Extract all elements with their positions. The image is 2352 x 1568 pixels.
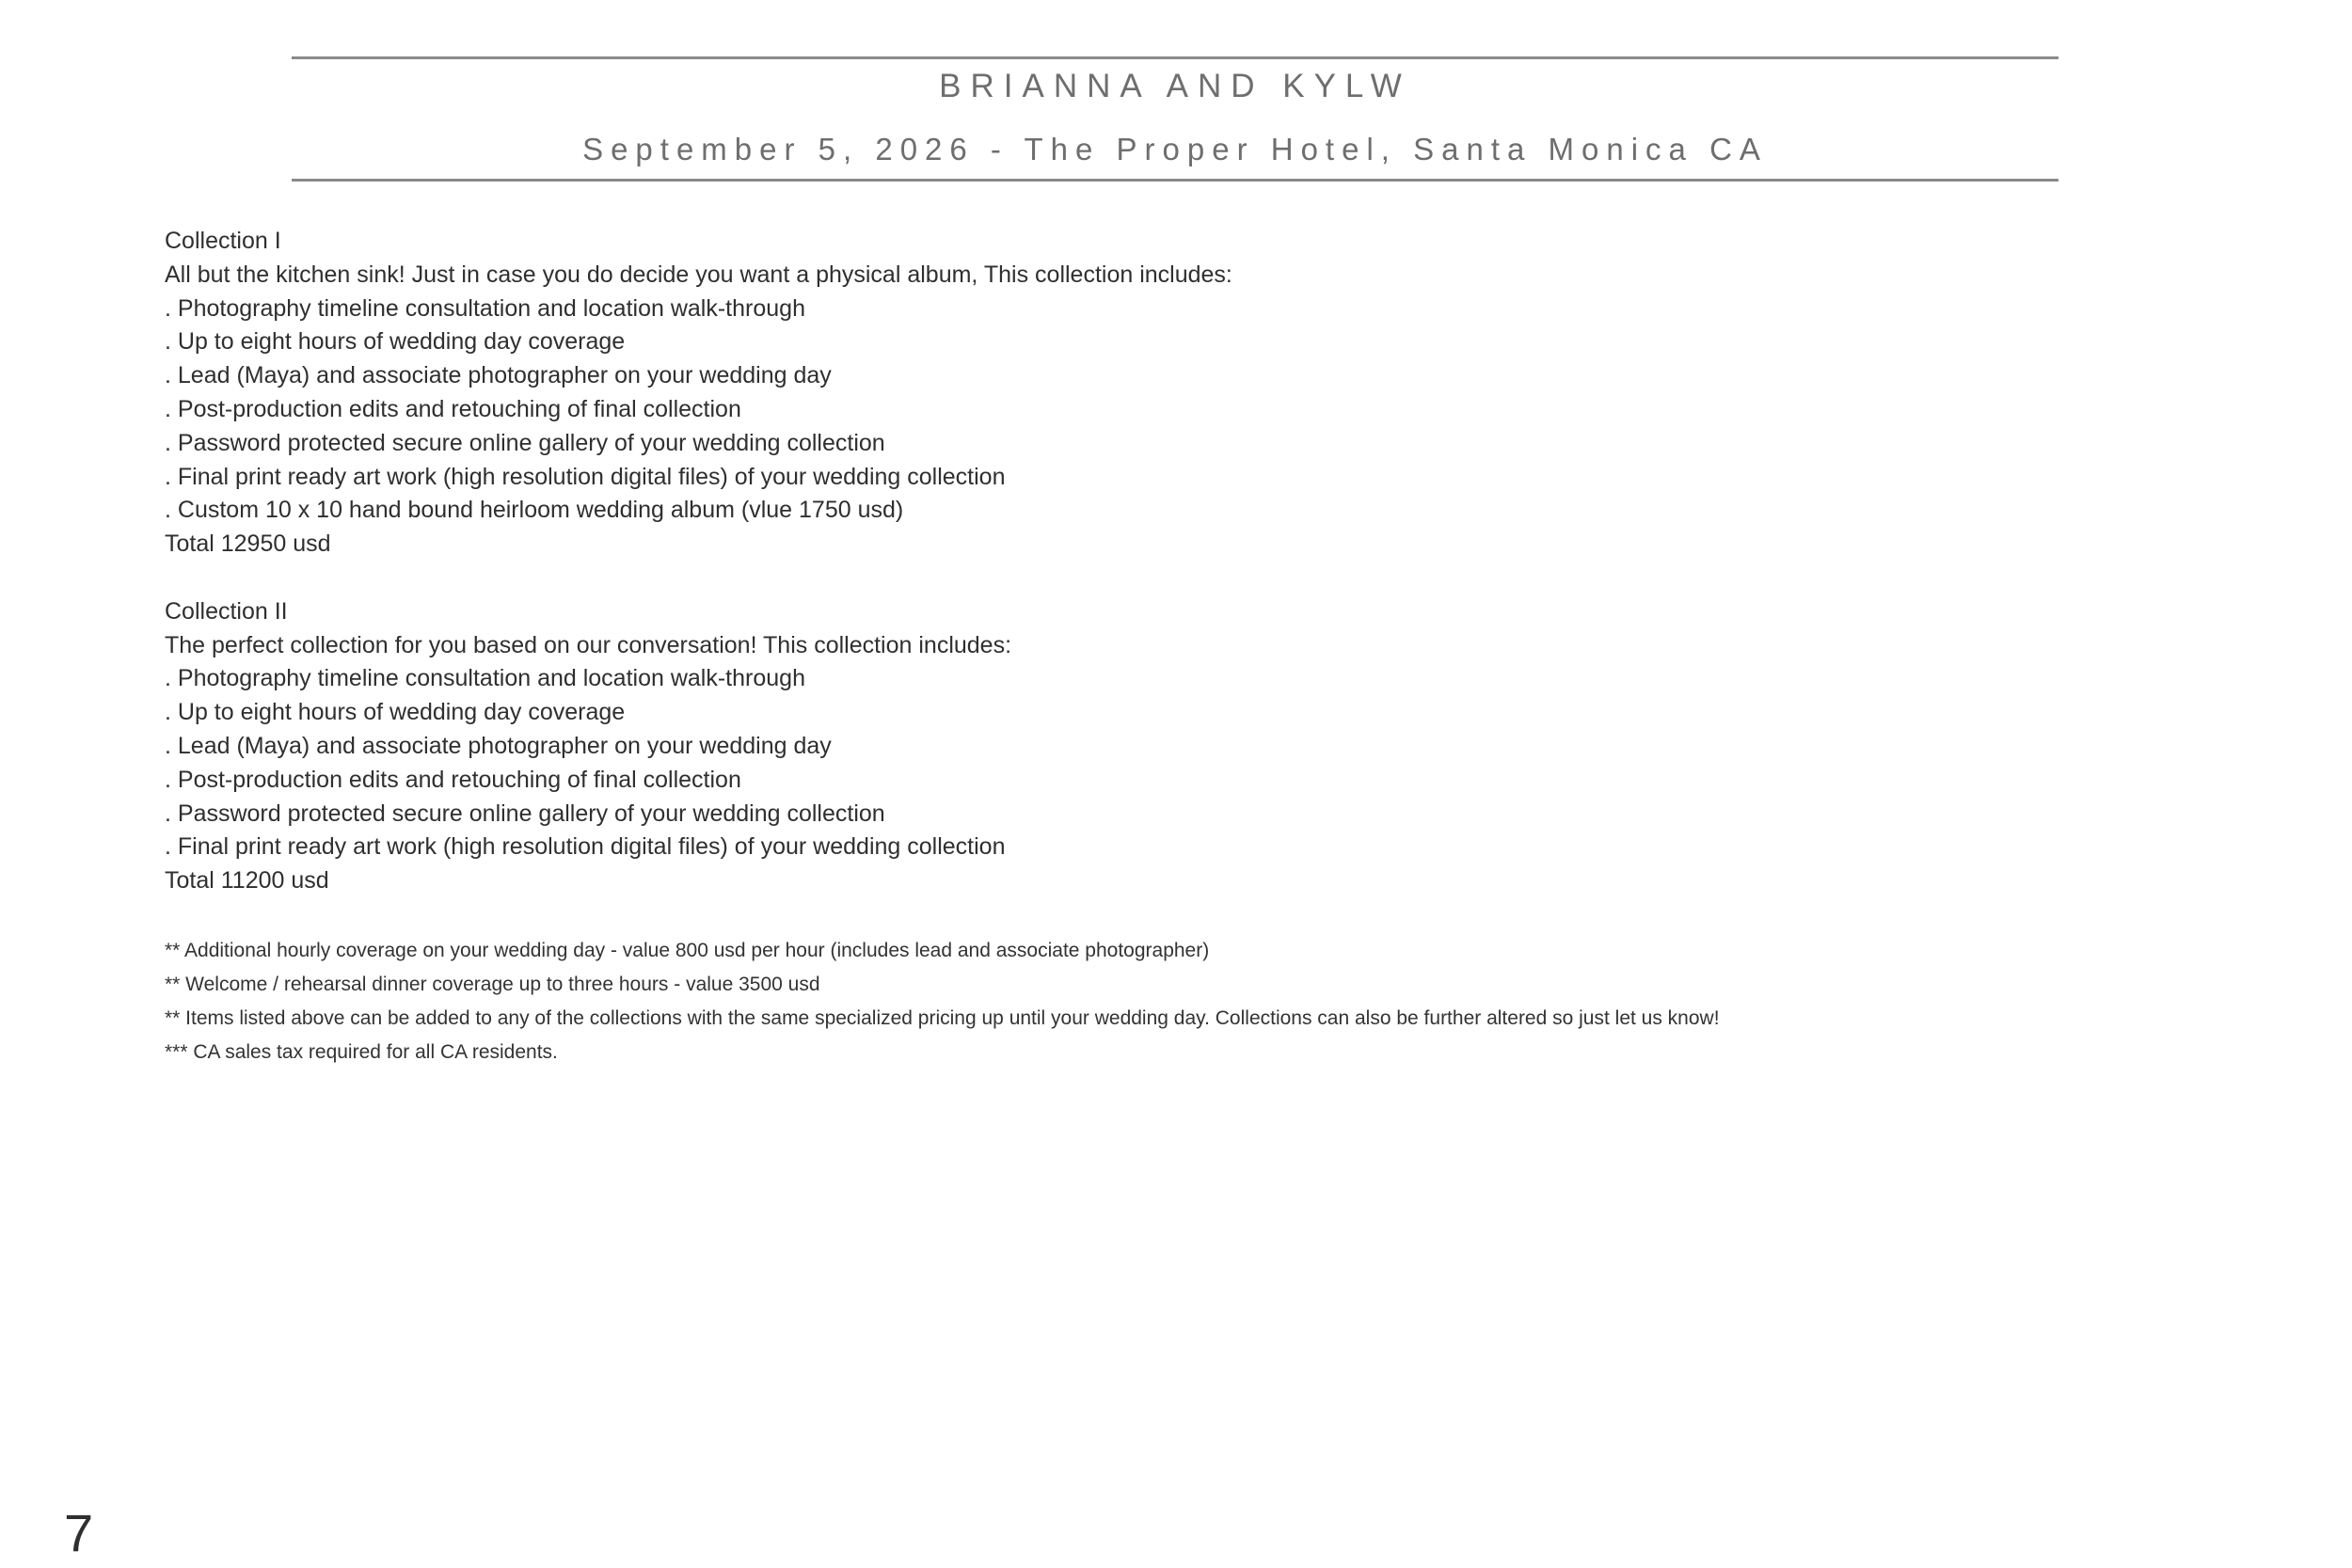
collection-item: . Custom 10 x 10 hand bound heirloom wedding album (vlue 1750 usd) <box>165 497 904 524</box>
collection-total: Total 12950 usd <box>165 531 331 558</box>
collection-intro: All but the kitchen sink! Just in case you do decide you want a physical album, This collection includes: <box>165 261 1232 288</box>
collection-item: . Up to eight hours of wedding day coverage <box>165 328 626 356</box>
event-date-venue: September 5, 2026 - The Proper Hotel, Santa Monica CA <box>582 132 1768 166</box>
collection-intro: The perfect collection for you based on our conversation! This collection includes: <box>165 631 1012 658</box>
collection-item: . Lead (Maya) and associate photographer on your wedding day <box>165 362 832 389</box>
collection-total: Total 11200 usd <box>165 867 329 895</box>
section-spacer <box>165 562 2187 595</box>
footnotes <box>165 934 2234 1069</box>
collection-item: . Password protected secure online gallery of your wedding collection <box>165 429 885 456</box>
collection-item: . Password protected secure online gallery of your wedding collection <box>165 800 885 827</box>
collection-2 <box>165 595 2187 898</box>
footnote: ** Items listed above can be added to any of the collections with the same specialized pricing up until your wedding day. Collections can also be further altered so just let us know! <box>165 1007 1720 1029</box>
couple-names-title: BRIANNA AND KYLW <box>939 68 1411 104</box>
collection-item: . Post-production edits and retouching of final collection <box>165 766 741 793</box>
collection-title: Collection II <box>165 597 288 625</box>
collection-item: . Final print ready art work (high resolution digital files) of your wedding collection <box>165 833 1006 861</box>
collections-list <box>165 225 2187 898</box>
footnote: ** Additional hourly coverage on your wedding day - value 800 usd per hour (includes lead and associate photographer) <box>165 940 1210 961</box>
header-top-rule <box>292 56 2058 59</box>
footnote: *** CA sales tax required for all CA residents. <box>165 1041 558 1063</box>
header-bottom-rule <box>292 179 2058 182</box>
collection-title: Collection I <box>165 228 281 254</box>
page-number: 7 <box>64 1503 94 1562</box>
collection-item: . Up to eight hours of wedding day coverage <box>165 699 626 726</box>
collection-item: . Lead (Maya) and associate photographer on your wedding day <box>165 732 832 759</box>
collection-item: . Photography timeline consultation and location walk-through <box>165 665 805 692</box>
collection-item: . Post-production edits and retouching of final collection <box>165 395 741 422</box>
collection-item: . Photography timeline consultation and location walk-through <box>165 294 805 322</box>
footnote: ** Welcome / rehearsal dinner coverage up to three hours - value 3500 usd <box>165 974 820 995</box>
collection-item: . Final print ready art work (high resolution digital files) of your wedding collection <box>165 463 1006 490</box>
collection-1 <box>165 225 2187 562</box>
